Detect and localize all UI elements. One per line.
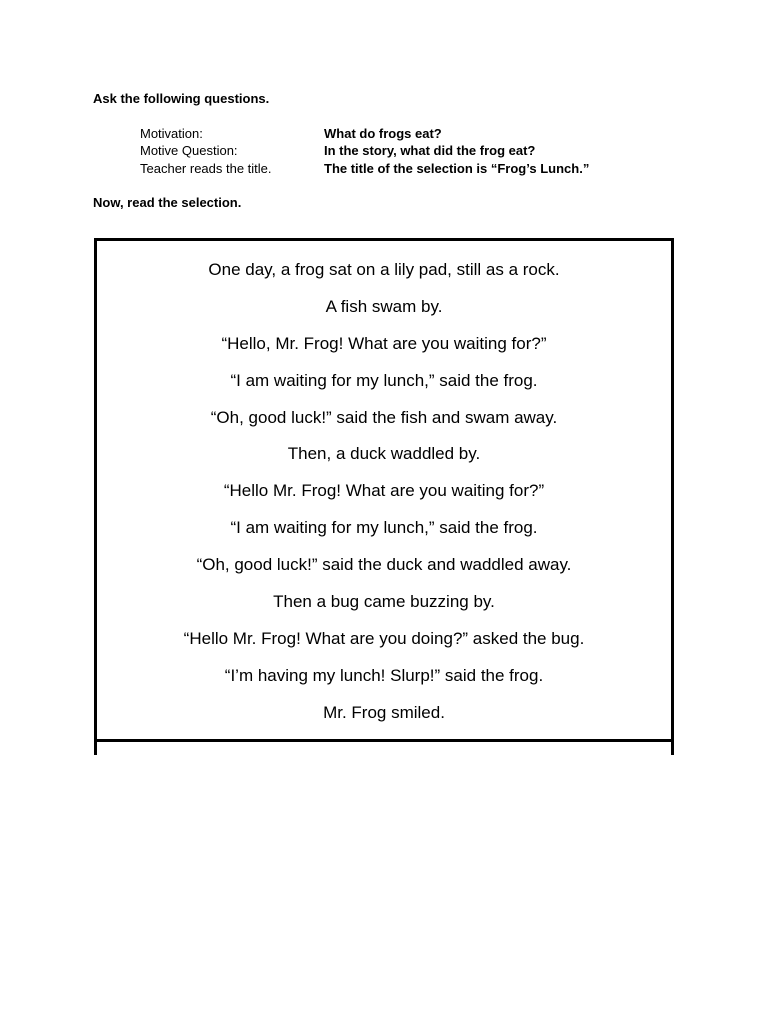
- question-row-title: [140, 160, 700, 178]
- question-row-motivation: [140, 125, 700, 143]
- story-line: Then a bug came buzzing by.: [273, 592, 495, 612]
- story-line: Then, a duck waddled by.: [287, 444, 481, 464]
- story-line: “I am waiting for my lunch,” said the frog.: [230, 370, 538, 390]
- instruction-ask-questions: Ask the following questions.: [93, 91, 270, 106]
- story-line: One day, a frog sat on a lily pad, still as a rock.: [208, 260, 560, 279]
- story-line: “Hello Mr. Frog! What are you waiting for?”: [223, 481, 545, 501]
- story-box: [94, 238, 674, 742]
- story-line: “I’m having my lunch! Slurp!” said the frog.: [224, 665, 544, 685]
- story-line: “I am waiting for my lunch,” said the frog.: [230, 518, 538, 538]
- story-line: “Hello, Mr. Frog! What are you waiting for?”: [221, 333, 547, 353]
- story-text: [97, 258, 671, 738]
- question-value: In the story, what did the frog eat?: [324, 143, 536, 159]
- question-label: Motivation:: [140, 125, 203, 141]
- story-line: Mr. Frog smiled.: [323, 702, 445, 722]
- question-table: [140, 125, 700, 178]
- question-label: Teacher reads the title.: [140, 160, 272, 176]
- story-line: A fish swam by.: [325, 296, 443, 316]
- story-line: “Oh, good luck!” said the fish and swam away.: [210, 407, 558, 427]
- question-value: The title of the selection is “Frog’s Lunch.”: [324, 160, 590, 176]
- question-label: Motive Question:: [140, 143, 238, 159]
- story-line: “Hello Mr. Frog! What are you doing?” asked the bug.: [183, 628, 585, 648]
- instruction-read-selection: Now, read the selection.: [93, 195, 242, 210]
- table-border-left-extension: [94, 742, 97, 755]
- story-line: “Oh, good luck!” said the duck and waddled away.: [196, 555, 572, 575]
- question-value: What do frogs eat?: [324, 125, 442, 141]
- table-border-right-extension: [671, 742, 674, 755]
- question-row-motive-question: [140, 143, 700, 161]
